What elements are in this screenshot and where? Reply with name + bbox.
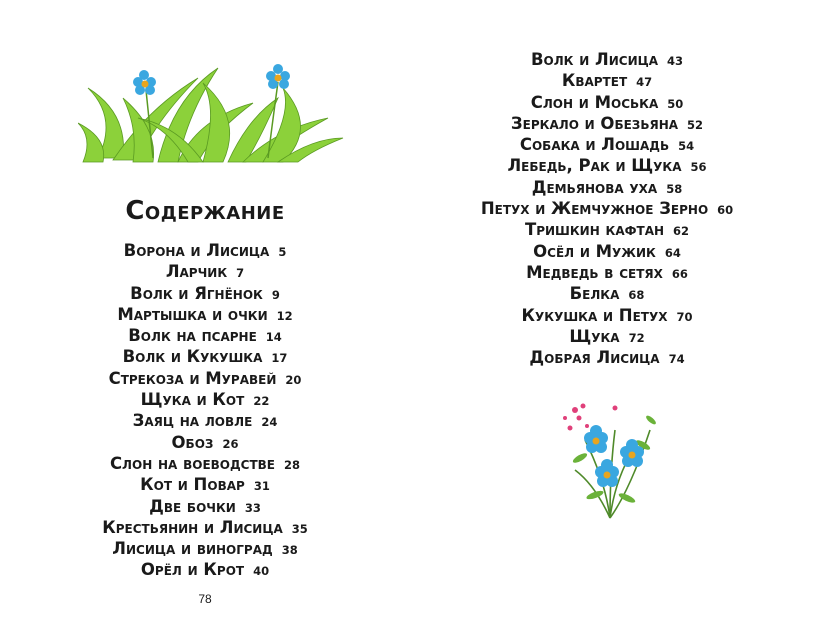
toc-list-left xyxy=(0,240,410,581)
toc-entry[interactable]: Мартышка и очки 12 xyxy=(117,304,293,324)
toc-entry[interactable]: Слон на воеводстве 28 xyxy=(109,453,301,473)
toc-entry[interactable]: Волк и Ягнёнок 9 xyxy=(130,283,280,303)
toc-entry[interactable]: Ворона и Лисица 5 xyxy=(123,241,287,260)
toc-entry[interactable]: Слон и Моська 50 xyxy=(530,92,684,112)
toc-entry[interactable]: Демьянова уха 58 xyxy=(531,177,683,197)
toc-list-right xyxy=(410,49,820,368)
toc-entry[interactable]: Лебедь, Рак и Щука 56 xyxy=(507,156,707,176)
toc-entry[interactable]: Квартет 47 xyxy=(561,71,653,91)
right-page xyxy=(410,0,820,636)
toc-entry[interactable]: Добрая Лисица 74 xyxy=(529,348,685,368)
toc-entry[interactable]: Орёл и Крот 40 xyxy=(140,560,270,580)
page-number: 78 xyxy=(198,592,212,606)
toc-entry[interactable]: Собака и Лошадь 54 xyxy=(519,135,695,155)
toc-entry[interactable]: Волк и Кукушка 17 xyxy=(122,347,288,367)
toc-entry[interactable]: Кукушка и Петух 70 xyxy=(521,305,693,325)
toc-entry[interactable]: Ларчик 7 xyxy=(165,262,245,282)
toc-entry[interactable]: Волк и Лисица 43 xyxy=(530,50,684,69)
grass-illustration xyxy=(78,58,348,168)
toc-entry[interactable]: Медведь в сетях 66 xyxy=(526,262,688,282)
toc-entry[interactable]: Тришкин кафтан 62 xyxy=(524,220,690,240)
toc-entry[interactable]: Стрекоза и Муравей 20 xyxy=(108,368,302,388)
toc-entry[interactable]: Зеркало и Обезьяна 52 xyxy=(510,113,704,133)
toc-entry[interactable]: Заяц на ловле 24 xyxy=(132,411,278,431)
toc-entry[interactable]: Обоз 26 xyxy=(171,432,239,452)
toc-entry[interactable]: Щука 72 xyxy=(569,326,645,346)
toc-entry[interactable]: Осёл и Мужик 64 xyxy=(533,241,681,261)
toc-entry[interactable]: Волк на псарне 14 xyxy=(128,326,282,346)
cornflower-left xyxy=(133,70,156,95)
toc-entry[interactable]: Лисица и виноград 38 xyxy=(112,539,298,559)
flower-bouquet-illustration xyxy=(555,400,665,520)
toc-entry[interactable]: Петух и Жемчужное Зерно 60 xyxy=(480,199,734,219)
contents-heading: Содержание xyxy=(125,196,285,226)
toc-entry[interactable]: Белка 68 xyxy=(569,284,645,304)
toc-entry[interactable]: Две бочки 33 xyxy=(149,496,261,516)
toc-entry[interactable]: Кот и Повар 31 xyxy=(140,475,270,495)
toc-entry[interactable]: Щука и Кот 22 xyxy=(140,390,270,410)
toc-entry[interactable]: Крестьянин и Лисица 35 xyxy=(102,517,308,537)
